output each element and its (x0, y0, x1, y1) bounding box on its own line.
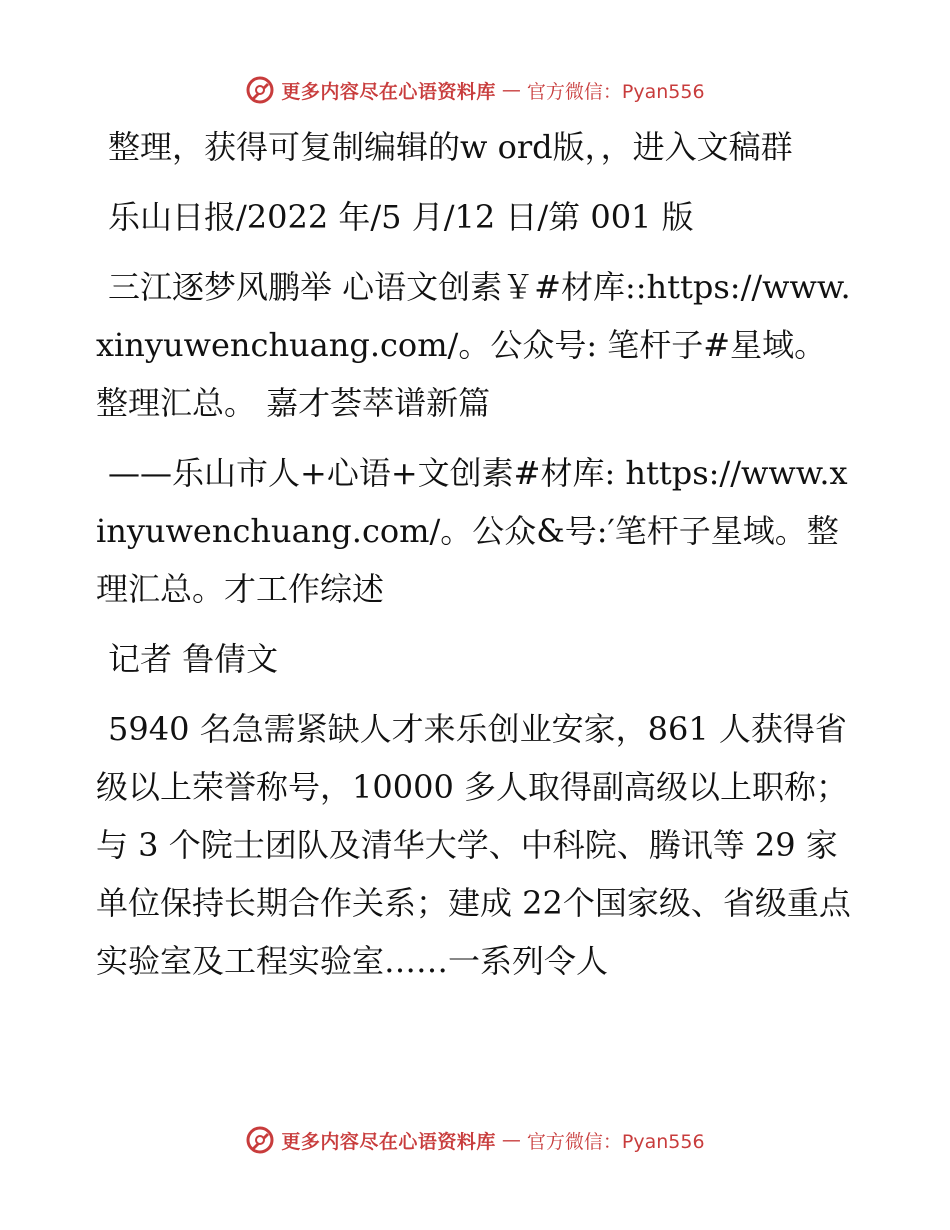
quill-pen-logo (245, 75, 275, 105)
header-banner-text: 更多内容尽在心语资料库 (281, 80, 496, 103)
quill-pen-logo (245, 1125, 275, 1155)
paragraph-byline: 记者 鲁倩文 (108, 640, 279, 678)
header-banner-separator: — (501, 79, 521, 101)
footer-banner-separator: — (501, 1129, 521, 1151)
paragraph-headline: 三江逐梦风鹏举 心语文创素￥#材库::https://www.xinyuwenchuang.com/。公众号: 笔杆子#星域。整理汇总。 嘉才荟萃谱新篇 (96, 268, 851, 422)
footer-banner-text: 更多内容尽在心语资料库 (281, 1130, 496, 1153)
document-body (96, 118, 856, 1002)
paragraph-intro: 整理，获得可复制编辑的w ord版，，进入文稿群 (108, 128, 793, 166)
header-banner-wechat: 官方微信：Pyan556 (526, 80, 705, 103)
header-banner (0, 70, 950, 110)
paragraph-body: 5940 名急需紧缺人才来乐创业安家，861 人获得省级以上荣誉称号，10000 多人取得副高级以上职称；与 3 个院士团队及清华大学、中科院、腾讯等 29 家单位保持长期合作关系；建成 22个国家级、省级重点实验室及工程实验室……一系列令人 (96, 710, 851, 980)
footer-banner-wechat: 官方微信：Pyan556 (526, 1130, 705, 1153)
paragraph-source: 乐山日报/2022 年/5 月/12 日/第 001 版 (108, 198, 694, 236)
paragraph-subheadline: ——乐山市人+心语+文创素#材库: https://www.xinyuwenchuang.com/。公众&号:′笔杆子星域。整理汇总。才工作综述 (96, 454, 848, 608)
footer-banner (0, 1120, 950, 1160)
